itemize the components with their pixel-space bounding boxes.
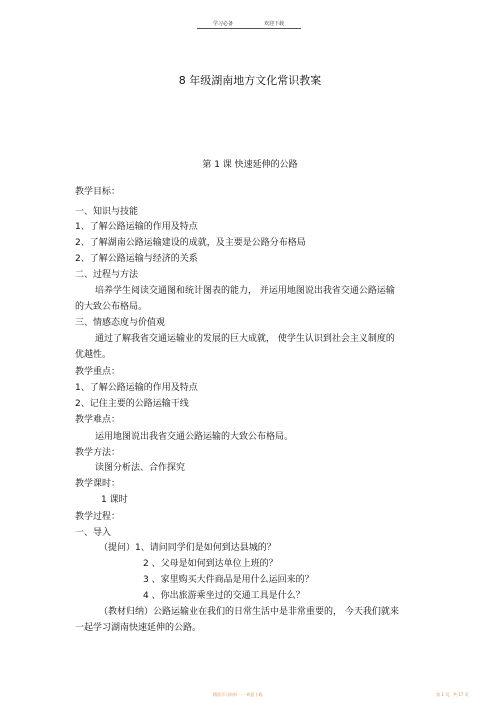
body-line: （教材归纳）公路运输业在我们的日常生活中是非常重要的， 今天我们就来: [99, 607, 399, 617]
body-line: 一、知识与技能: [75, 207, 139, 217]
body-line: 优越性。: [75, 350, 112, 360]
header-divider: [197, 28, 301, 29]
body-line: 一、导入: [75, 528, 112, 538]
body-line: （提问）1、请问同学们是如何到达县城的？: [99, 543, 276, 553]
page-header: [0, 0, 500, 30]
body-line: 培养学生阅读交通图和统计图表的能力， 并运用地图说出我省交通公路运输: [95, 286, 395, 296]
lesson-title: 第 1 课 快速延伸的公路: [202, 160, 298, 170]
body-line: 运用地图说出我省交通公路运输的大致公布格局。: [95, 432, 294, 442]
header-right-text: 欢迎下载: [264, 21, 285, 27]
header-left-text: 学习必备: [213, 21, 234, 27]
body-line: 2、了解湖南公路运输建设的成就，及主要是公路分布格局: [75, 238, 306, 248]
body-line: 三、情感态度与价值观: [75, 318, 166, 328]
body-line: 教学目标：: [75, 187, 121, 197]
body-line: 教学重点：: [75, 367, 121, 377]
body-line: 教学难点：: [75, 415, 121, 425]
body-line: 1、了解公路运输的作用及特点: [75, 222, 198, 232]
document-title: 8 年级湖南地方文化常识教案: [178, 74, 322, 87]
body-line: 1 课时: [101, 495, 128, 505]
body-line: 1、了解公路运输的作用及特点: [75, 383, 198, 393]
body-line: 3 、家里购买大件商品是用什么运回来的？: [143, 575, 314, 585]
body-line: 教学方法：: [75, 448, 121, 458]
body-line: 一起学习湖南快速延伸的公路。: [75, 623, 202, 633]
footer-left-text: 精选学习资料 - - - 欢迎下载: [213, 692, 263, 697]
body-line: 2、了解公路运输与经济的关系: [75, 254, 198, 264]
body-line: 二、过程与方法: [75, 270, 139, 280]
body-line: 教学课时：: [75, 479, 121, 489]
body-line: 2 、父母是如何到达单位上班的？: [143, 559, 278, 569]
body-line: 读图分析法、合作探究: [95, 463, 186, 473]
body-line: 2、记住主要的公路运输干线: [75, 399, 189, 409]
body-line: 教学过程：: [75, 512, 121, 522]
body-line: 通过了解我省交通运输业的发展的巨大成就， 使学生认识到社会主义制度的: [95, 334, 395, 344]
body-line: 4 、你出旅游乘坐过的交通工具是什么？: [143, 591, 305, 601]
page-number: 第 1 页，共 17 页: [436, 692, 469, 697]
body-line: 的大致公布格局。: [75, 302, 148, 312]
